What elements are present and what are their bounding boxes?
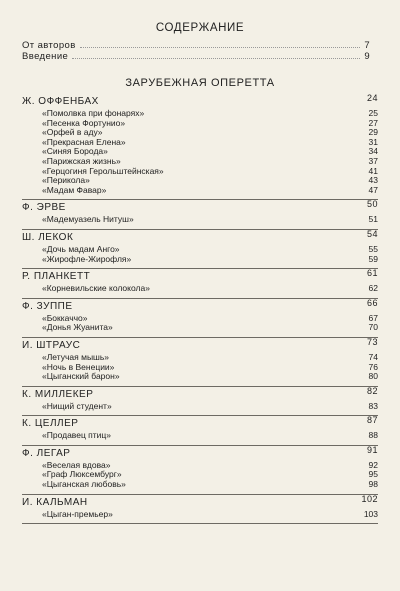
composer-section	[22, 269, 378, 299]
intro-entry-page: 9	[364, 51, 370, 62]
work-page: 27	[368, 117, 378, 128]
work-title: «Помолвка при фонарях»	[42, 108, 145, 118]
work-list	[42, 510, 378, 524]
composer-page: 82	[366, 385, 378, 396]
work-title: «Песенка Фортунио»	[42, 117, 126, 128]
work-title: «Герцогиня Герольштейнская»	[42, 165, 164, 176]
work-page: 31	[368, 136, 378, 147]
composer-name: Ф. ЗУППЕ	[22, 300, 73, 312]
work-page: 95	[368, 469, 378, 480]
dot-leader	[72, 51, 360, 59]
work-page: 70	[368, 322, 378, 333]
work-list	[42, 245, 378, 268]
composer-section	[22, 200, 378, 230]
work-page: 55	[368, 243, 378, 254]
work-title: «Перикола»	[42, 175, 90, 186]
composer-section	[22, 495, 378, 525]
work-page: 92	[368, 459, 378, 470]
composer-section	[22, 387, 378, 417]
composer-name: Ж. ОФФЕНБАХ	[22, 96, 99, 107]
work-entry	[42, 167, 378, 177]
composer-page: 87	[366, 415, 378, 426]
work-entry	[42, 215, 378, 225]
work-list	[42, 314, 378, 337]
composer-page: 66	[366, 297, 378, 308]
work-page: 103	[363, 508, 378, 519]
work-title: «Продавец птиц»	[42, 430, 112, 441]
work-entry	[42, 402, 378, 412]
work-title: «Мадемуазель Нитуш»	[42, 214, 134, 225]
work-page: 34	[368, 146, 378, 157]
work-title: «Нищий студент»	[42, 400, 112, 411]
work-entry	[42, 480, 378, 490]
composer-section	[22, 416, 378, 446]
work-title: «Корневильские колокола»	[42, 283, 150, 294]
toc-title: СОДЕРЖАНИЕ	[155, 22, 245, 34]
composer-list	[22, 94, 378, 524]
composer-heading	[22, 94, 378, 109]
composer-page: 73	[366, 336, 378, 347]
work-page: 88	[368, 430, 378, 441]
work-entry	[42, 510, 378, 520]
work-page: 80	[368, 371, 378, 382]
intro-entry	[22, 40, 370, 51]
composer-heading	[22, 416, 378, 431]
composer-section	[22, 94, 378, 200]
work-page: 59	[368, 253, 378, 264]
composer-name: К. МИЛЛЕКЕР	[22, 388, 94, 400]
work-page: 29	[368, 127, 378, 138]
composer-page: 50	[366, 199, 378, 210]
composer-page: 61	[366, 268, 378, 279]
work-page: 76	[368, 361, 378, 372]
composer-heading	[22, 299, 378, 314]
work-title: «Мадам Фавар»	[42, 184, 107, 195]
composer-section	[22, 338, 378, 387]
work-page: 41	[368, 165, 378, 176]
work-page: 67	[368, 312, 378, 323]
composer-page: 24	[366, 93, 378, 103]
composer-heading	[22, 446, 378, 461]
work-title: «Орфей в аду»	[42, 127, 103, 138]
work-title: «Граф Люксембург»	[42, 469, 122, 480]
intro-entry-label: Введение	[22, 51, 69, 62]
composer-page: 91	[366, 444, 378, 455]
work-title: «Цыган-премьер»	[42, 508, 113, 519]
work-title: «Веселая вдова»	[42, 459, 111, 470]
work-list	[42, 431, 378, 445]
work-entry	[42, 431, 378, 441]
composer-name: Ф. ЛЕГАР	[22, 447, 71, 459]
work-title: «Синяя Борода»	[42, 146, 108, 157]
composer-section	[22, 299, 378, 338]
work-entry	[42, 255, 378, 265]
work-list	[42, 109, 378, 199]
composer-name: Ф. ЭРВЕ	[22, 202, 66, 214]
work-title: «Донья Жуанита»	[42, 322, 113, 333]
work-page: 98	[368, 479, 378, 490]
work-page: 43	[368, 175, 378, 186]
composer-heading	[22, 387, 378, 402]
work-page: 83	[368, 400, 378, 411]
work-list	[42, 353, 378, 386]
work-title: «Дочь мадам Анго»	[42, 243, 120, 254]
work-list	[42, 215, 378, 229]
work-title: «Летучая мышь»	[42, 351, 110, 362]
work-title: «Парижская жизнь»	[42, 155, 121, 166]
composer-section	[22, 446, 378, 495]
work-entry	[42, 284, 378, 294]
work-title: «Боккаччо»	[42, 312, 88, 323]
composer-name: И. КАЛЬМАН	[22, 496, 88, 508]
intro-entry-label: От авторов	[22, 40, 76, 51]
composer-name: Р. ПЛАНКЕТТ	[22, 271, 91, 283]
work-title: «Прекрасная Елена»	[42, 136, 126, 147]
work-page: 25	[368, 108, 378, 118]
composer-name: К. ЦЕЛЛЕР	[22, 418, 79, 430]
composer-page: 54	[366, 228, 378, 239]
composer-heading	[22, 338, 378, 353]
work-list	[42, 461, 378, 494]
work-title: «Цыганский барон»	[42, 371, 120, 382]
work-list	[42, 284, 378, 298]
composer-heading	[22, 495, 378, 510]
intro-list	[22, 40, 370, 62]
composer-name: Ш. ЛЕКОК	[22, 231, 74, 243]
work-entry	[42, 372, 378, 382]
intro-entry	[22, 51, 370, 62]
work-title: «Цыганская любовь»	[42, 479, 126, 490]
composer-page: 102	[361, 493, 378, 504]
composer-heading	[22, 269, 378, 284]
intro-entry-page: 7	[364, 40, 370, 51]
section-title: ЗАРУБЕЖНАЯ ОПЕРЕТТА	[125, 77, 275, 89]
work-list	[42, 402, 378, 416]
work-title: «Жирофле-Жирофля»	[42, 253, 132, 264]
composer-heading	[22, 200, 378, 215]
work-title: «Ночь в Венеции»	[42, 361, 115, 372]
work-page: 47	[368, 184, 378, 195]
work-entry	[42, 186, 378, 196]
composer-section	[22, 230, 378, 269]
work-page: 51	[368, 214, 378, 225]
composer-name: И. ШТРАУС	[22, 339, 81, 351]
work-entry	[42, 323, 378, 333]
work-page: 62	[368, 283, 378, 294]
dot-leader	[80, 40, 361, 48]
work-page: 37	[368, 155, 378, 166]
work-page: 74	[368, 351, 378, 362]
composer-heading	[22, 230, 378, 245]
